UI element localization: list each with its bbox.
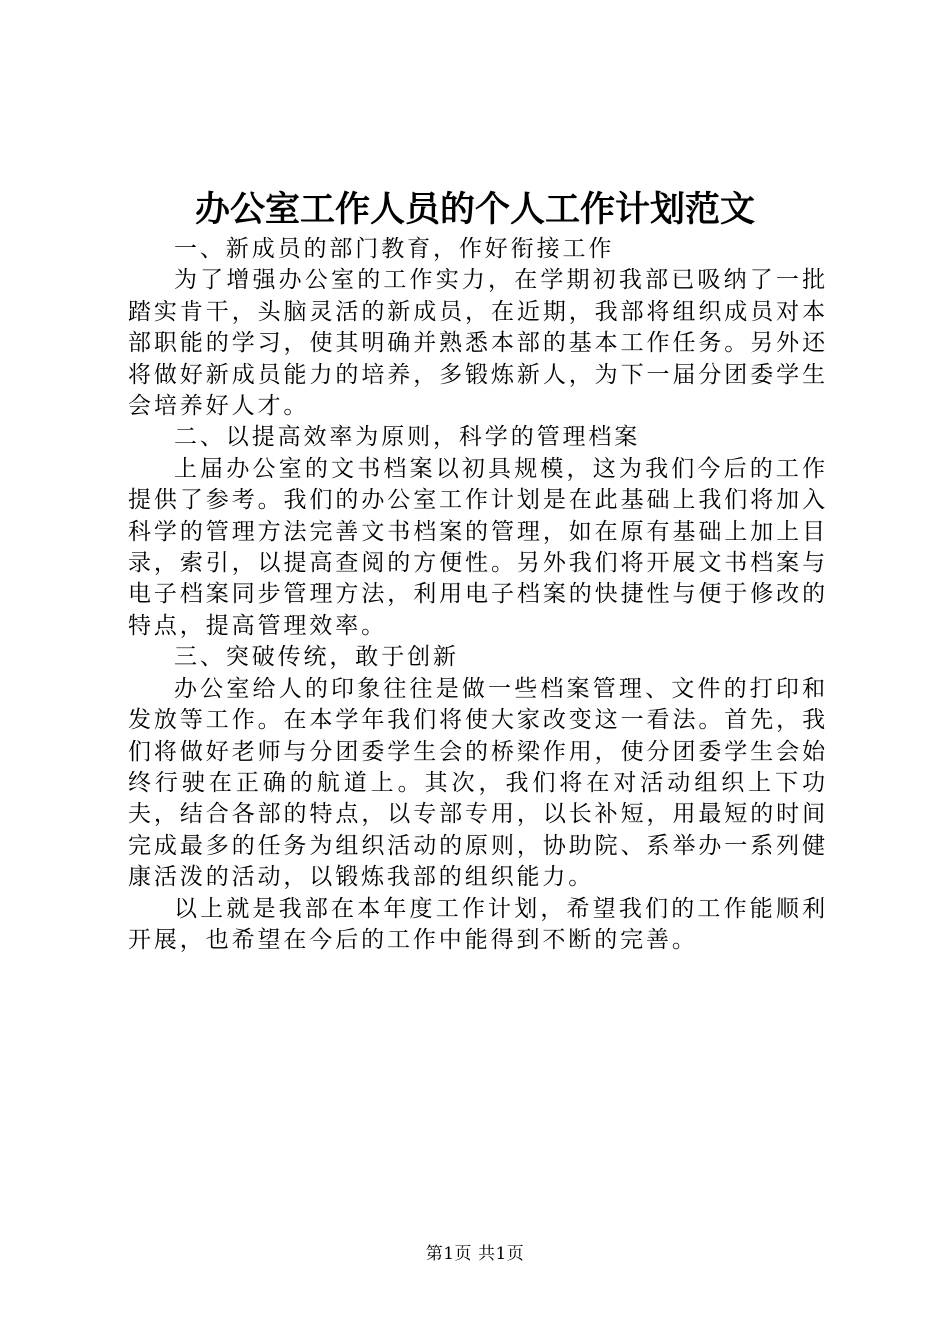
section-heading-1: 一、新成员的部门教育，作好衔接工作 bbox=[174, 236, 615, 262]
document-title: 办公室工作人员的个人工作计划范文 bbox=[194, 189, 755, 230]
document-body bbox=[128, 234, 828, 956]
body-paragraph-1: 为了增强办公室的工作实力，在学期初我部已吸纳了一批踏实肯干，头脑灵活的新成员，在近期，我部将组织成员对本部职能的学习，使其明确并熟悉本部的基本工作任务。另外还将做好新成员能力的培养，多锻炼新人，为下一届分团委学生会培养好人才。 bbox=[128, 267, 828, 420]
section-heading-3: 三、突破传统，敢于创新 bbox=[174, 644, 459, 671]
page-number-footer: 第1页 共1页 bbox=[425, 1244, 525, 1264]
body-paragraph-3: 办公室给人的印象往往是做一些档案管理、文件的打印和发放等工作。在本学年我们将使大家改变这一看法。首先，我们将做好老师与分团委学生会的桥梁作用，使分团委学生会始终行驶在正确的航道上。其次，我们将在对活动组织上下功夫，结合各部的特点，以专部专用，以长补短，用最短的时间完成最多的任务为组织活动的原则，协助院、系举办一系列健康活泼的活动，以锻炼我部的组织能力。 bbox=[128, 675, 828, 891]
section-heading-2: 二、以提高效率为原则，科学的管理档案 bbox=[174, 424, 641, 451]
closing-paragraph: 以上就是我部在本年度工作计划，希望我们的工作能顺利开展，也希望在今后的工作中能得到不断的完善。 bbox=[128, 895, 828, 953]
body-paragraph-2: 上届办公室的文书档案以初具规模，这为我们今后的工作提供了参考。我们的办公室工作计划是在此基础上我们将加入科学的管理方法完善文书档案的管理，如在原有基础上加上目录，索引，以提高查阅的方便性。另外我们将开展文书档案与电子档案同步管理方法，利用电子档案的快捷性与便于修改的特点，提高管理效率。 bbox=[128, 455, 828, 639]
